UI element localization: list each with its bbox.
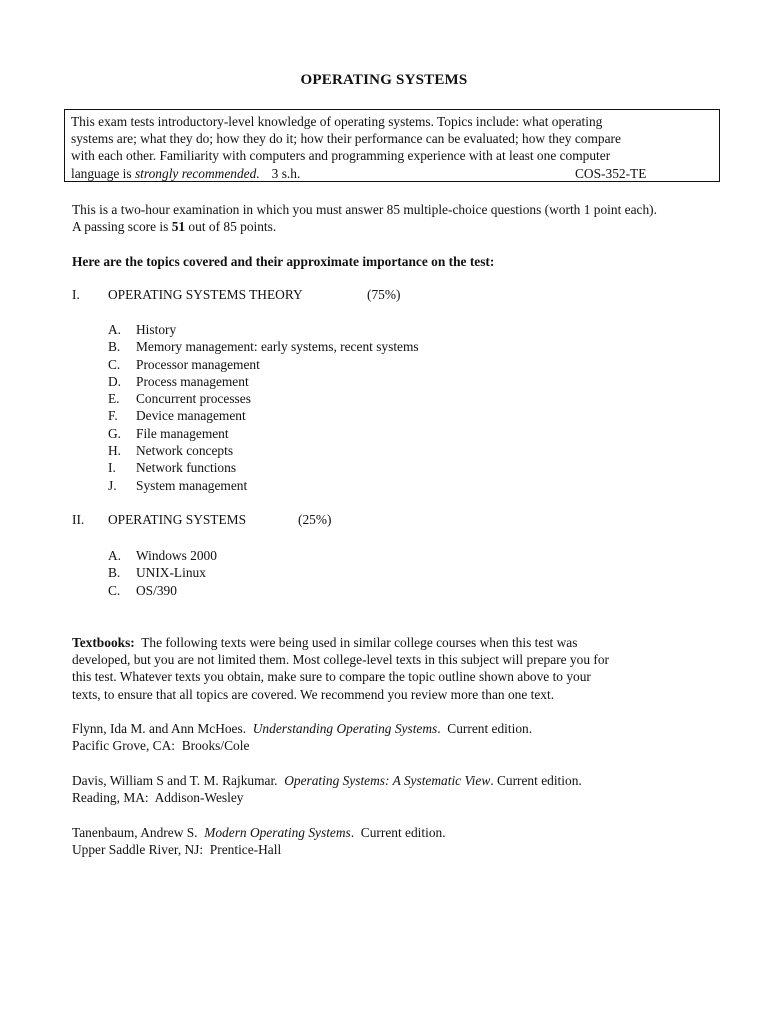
item-text: Network concepts — [136, 443, 234, 459]
item-text: System management — [136, 477, 248, 493]
item-text: Concurrent processes — [136, 391, 251, 407]
reference-publisher: Reading, MA: Addison-Wesley — [72, 790, 244, 806]
course-code: COS-352-TE — [575, 165, 647, 181]
textbooks-line: texts, to ensure that all topics are covered. We recommend you review more than one text. — [72, 686, 555, 702]
reference-title: Understanding Operating Systems — [252, 721, 438, 736]
textbooks-line — [72, 634, 609, 651]
reference-entry — [72, 720, 532, 755]
intro-line — [71, 165, 719, 182]
intro-line: This exam tests introductory-level knowledge of operating systems. Topics include: what operating — [71, 114, 603, 129]
reference-authors: Davis, William S and T. M. Rajkumar. — [72, 773, 285, 788]
reference-edition: . Current edition. — [437, 721, 533, 736]
reference-edition: . Current edition. — [490, 773, 582, 788]
section-name: OPERATING SYSTEMS THEORY — [108, 287, 303, 302]
reference-edition: . Current edition. — [350, 825, 446, 840]
topics-heading: Here are the topics covered and their approximate importance on the test: — [72, 254, 495, 269]
item-text: Memory management: early systems, recent systems — [136, 339, 419, 355]
reference-citation — [72, 824, 446, 841]
textbooks-paragraph — [72, 634, 609, 703]
textbooks-text: The following texts were being used in similar college courses when this test was — [134, 635, 578, 650]
item-letter: A. — [108, 322, 122, 337]
item-letter: B. — [108, 565, 121, 581]
section-name: OPERATING SYSTEMS — [108, 512, 247, 527]
passing-score: 51 — [171, 219, 186, 235]
reference-authors: Tanenbaum, Andrew S. — [72, 825, 205, 840]
reference-citation — [72, 720, 532, 737]
exam-info-prefix: A passing score is — [72, 219, 172, 235]
reference-publisher: Pacific Grove, CA: Brooks/Cole — [72, 738, 250, 754]
reference-publisher: Upper Saddle River, NJ: Prentice-Hall — [72, 842, 282, 858]
item-letter: I. — [108, 460, 116, 476]
item-text: Network functions — [136, 460, 237, 476]
item-letter: G. — [108, 425, 122, 441]
reference-authors: Flynn, Ida M. and Ann McHoes. — [72, 721, 253, 736]
credit-hours: 3 s.h. — [271, 165, 301, 181]
section-weight: (25%) — [298, 512, 332, 527]
page-title: OPERATING SYSTEMS — [300, 72, 468, 88]
item-text: File management — [136, 425, 229, 441]
exam-info — [72, 201, 657, 235]
reference-entry — [72, 824, 446, 859]
exam-info-suffix: out of 85 points. — [185, 219, 277, 235]
item-letter: F. — [108, 408, 118, 424]
item-text: Process management — [136, 373, 249, 389]
textbooks-label: Textbooks: — [72, 635, 135, 650]
item-letter: D. — [108, 373, 122, 389]
item-text: Device management — [136, 408, 246, 424]
reference-citation — [72, 772, 582, 789]
exam-info-line — [72, 218, 657, 235]
item-letter: B. — [108, 339, 121, 355]
item-letter: H. — [108, 443, 122, 459]
item-text: History — [136, 322, 177, 337]
section-number: I. — [72, 287, 80, 302]
item-text: OS/390 — [136, 582, 177, 598]
intro-box — [64, 109, 720, 182]
item-letter: C. — [108, 582, 121, 598]
textbooks-line: developed, but you are not limited them. Most college-level texts in this subject will prepare you for — [72, 652, 609, 668]
intro-line: systems are; what they do; how they do it; how their performance can be evaluated; how they compare — [71, 131, 621, 147]
intro-emphasis: strongly recommended. — [134, 165, 260, 181]
intro-line-prefix: language is — [71, 165, 135, 181]
exam-info-line: This is a two-hour examination in which you must answer 85 multiple-choice questions (worth 1 point each). — [72, 202, 657, 217]
textbooks-line: this test. Whatever texts you obtain, make sure to compare the topic outline shown above to your — [72, 669, 591, 685]
item-letter: E. — [108, 391, 120, 407]
item-letter: A. — [108, 548, 122, 563]
section-number: II. — [72, 512, 85, 527]
item-letter: J. — [108, 477, 117, 493]
item-letter: C. — [108, 356, 121, 372]
item-text: Processor management — [136, 356, 260, 372]
section-weight: (75%) — [367, 287, 401, 302]
intro-line: with each other. Familiarity with computers and programming experience with at least one computer — [71, 148, 611, 164]
item-text: Windows 2000 — [136, 548, 217, 563]
reference-entry — [72, 772, 582, 807]
item-text: UNIX-Linux — [136, 565, 206, 581]
reference-title: Operating Systems: A Systematic View — [284, 773, 491, 788]
reference-title: Modern Operating Systems — [204, 825, 351, 840]
